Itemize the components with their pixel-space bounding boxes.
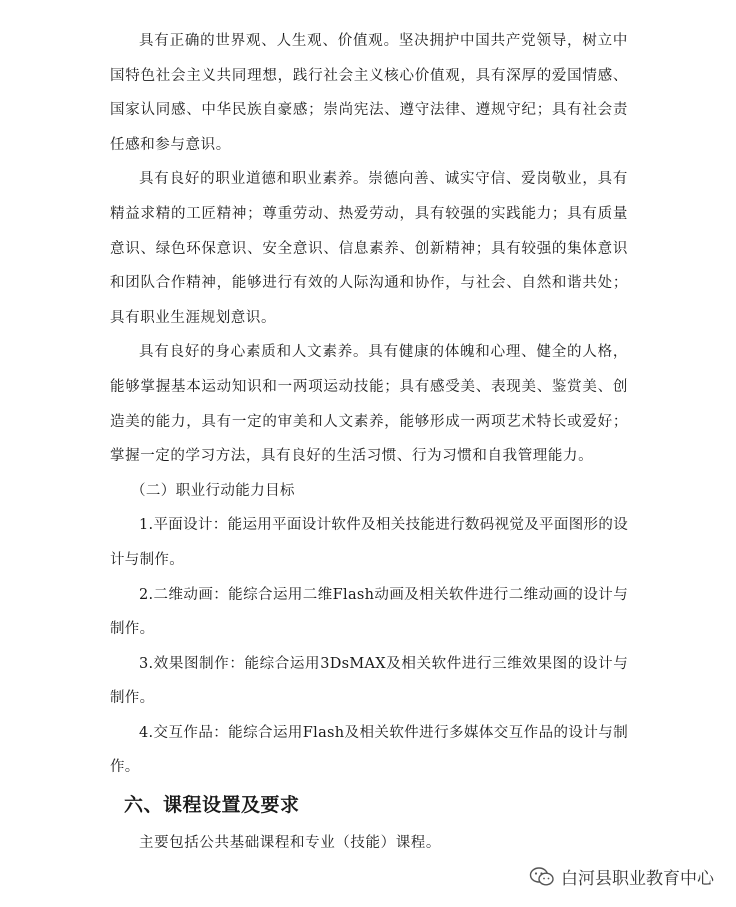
paragraph-professional-ethics: 具有良好的职业道德和职业素养。崇德向善、诚实守信、爱岗敬业，具有精益求精的工匠精神；尊重劳动、热爱劳动，具有较强的实践能力；具有质量意识、绿色环保意识、安全意识、信息素养、创新精神；具有较强的集体意识和团队合作精神，能够进行有效的人际沟通和协作，与社会、自然和谐共处；具有职业生涯规划意识。 [110, 171, 628, 326]
section-heading-curriculum: 六、课程设置及要求 [124, 794, 300, 817]
section-intro: 主要包括公共基础课程和专业（技能）课程。 [139, 835, 441, 852]
paragraph-worldview: 具有正确的世界观、人生观、价值观。坚决拥护中国共产党领导，树立中国特色社会主义共同理想，践行社会主义核心价值观，具有深厚的爱国情感、国家认同感、中华民族自豪感；崇尚宪法、遵守法律、遵规守纪；具有社会责任感和参与意识。 [110, 33, 628, 153]
list-item-rendering: 3.效果图制作：能综合运用3DsMAX及相关软件进行三维效果图的设计与制作。 [110, 655, 628, 707]
document-body [110, 24, 628, 861]
watermark [529, 864, 714, 889]
subheading-action-ability: （二）职业行动能力目标 [131, 482, 295, 499]
paragraph-physical-mental: 具有良好的身心素质和人文素养。具有健康的体魄和心理、健全的人格，能够掌握基本运动知识和一两项运动技能；具有感受美、表现美、鉴赏美、创造美的能力，具有一定的审美和人文素养，能够形成一两项艺术特长或爱好；掌握一定的学习方法，具有良好的生活习惯、行为习惯和自我管理能力。 [110, 344, 628, 465]
list-item-graphic-design: 1.平面设计：能运用平面设计软件及相关技能进行数码视觉及平面图形的设计与制作。 [110, 517, 628, 568]
watermark-text: 白河县职业教育中心 [561, 869, 714, 889]
list-item-interactive: 4.交互作品：能综合运用Flash及相关软件进行多媒体交互作品的设计与制作。 [110, 724, 628, 776]
list-item-2d-animation: 2.二维动画：能综合运用二维Flash动画及相关软件进行二维动画的设计与制作。 [110, 586, 628, 638]
wechat-icon [529, 866, 555, 888]
